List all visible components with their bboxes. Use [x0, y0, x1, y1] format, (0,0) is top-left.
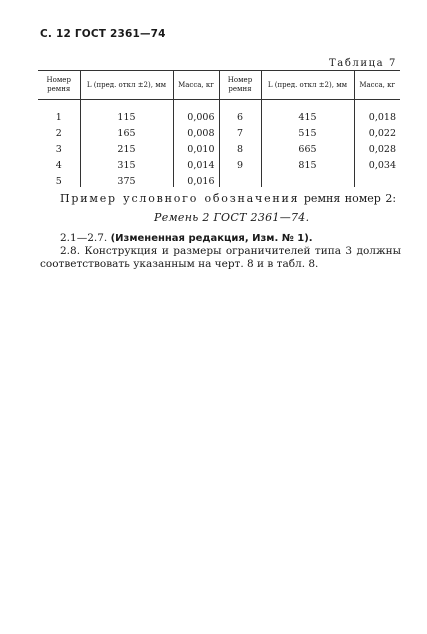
- table-label: Таблица 7: [328, 58, 397, 69]
- table-cell-length: 115: [80, 107, 173, 123]
- table-cell-length: 515: [261, 123, 354, 139]
- table-row: [38, 107, 400, 123]
- clause-reference: 2.1—2.7.: [60, 232, 108, 244]
- table-row: [38, 139, 400, 155]
- table-cell-length: 165: [80, 123, 173, 139]
- belt-table: [38, 70, 400, 187]
- table-cell-belt-number: 2: [38, 123, 80, 139]
- column-header-length: L (пред. откл ±2), мм: [261, 71, 354, 100]
- amendment-text: (Измененная редакция, Изм. № 1).: [110, 233, 313, 244]
- table-cell-length: [261, 171, 354, 187]
- column-header-mass: Масса, кг: [173, 71, 219, 100]
- table-cell-belt-number: 5: [38, 171, 80, 187]
- table-cell-belt-number: [219, 171, 261, 187]
- page-header: С. 12 ГОСТ 2361—74: [40, 28, 166, 40]
- table-cell-belt-number: 7: [219, 123, 261, 139]
- example-rest-text: ремня номер 2:: [303, 192, 397, 205]
- column-header-belt-number: Номер ремня: [38, 71, 80, 100]
- table-cell-mass: 0,028: [368, 144, 396, 155]
- table-header-row: [38, 71, 400, 100]
- table-cell-mass: [354, 171, 400, 187]
- table-cell-length: 665: [261, 139, 354, 155]
- table-cell-mass: 0,034: [368, 160, 396, 171]
- table-cell-length: 315: [80, 155, 173, 171]
- designation-example-line: [60, 192, 396, 205]
- table-cell-length: 375: [80, 171, 173, 187]
- table-cell-belt-number: 9: [219, 155, 261, 171]
- table-cell-belt-number: 8: [219, 139, 261, 155]
- table-cell-mass: 0,018: [368, 112, 396, 123]
- table-cell-mass: 0,022: [368, 128, 396, 139]
- table-cell-mass: 0,008: [173, 123, 219, 139]
- designation-example: Ремень 2 ГОСТ 2361—74.: [154, 211, 310, 224]
- column-header-length: L (пред. откл ±2), мм: [80, 71, 173, 100]
- amendment-note: [40, 232, 401, 245]
- example-lead-text: Пример условного обозначения: [60, 192, 300, 205]
- table-row: [38, 123, 400, 139]
- table-row: [38, 155, 400, 171]
- table-cell-length: 215: [80, 139, 173, 155]
- table-cell-belt-number: 3: [38, 139, 80, 155]
- table-cell-belt-number: 6: [219, 107, 261, 123]
- table-cell-length: 815: [261, 155, 354, 171]
- column-header-mass: Масса, кг: [354, 71, 400, 100]
- table-cell-mass: 0,006: [173, 107, 219, 123]
- column-header-belt-number: Номер ремня: [219, 71, 261, 100]
- table-cell-mass: 0,010: [173, 139, 219, 155]
- table-cell-belt-number: 1: [38, 107, 80, 123]
- table-cell-length: 415: [261, 107, 354, 123]
- table-spacer-row: [38, 100, 400, 108]
- clause-2-8-paragraph: 2.8. Конструкция и размеры ограничителей типа 3 должны соответствовать указанным на черт. 8 и в табл. 8.: [40, 245, 401, 270]
- table-cell-mass: 0,014: [173, 155, 219, 171]
- table-cell-belt-number: 4: [38, 155, 80, 171]
- table-row: [38, 171, 400, 187]
- table-cell-mass: 0,016: [173, 171, 219, 187]
